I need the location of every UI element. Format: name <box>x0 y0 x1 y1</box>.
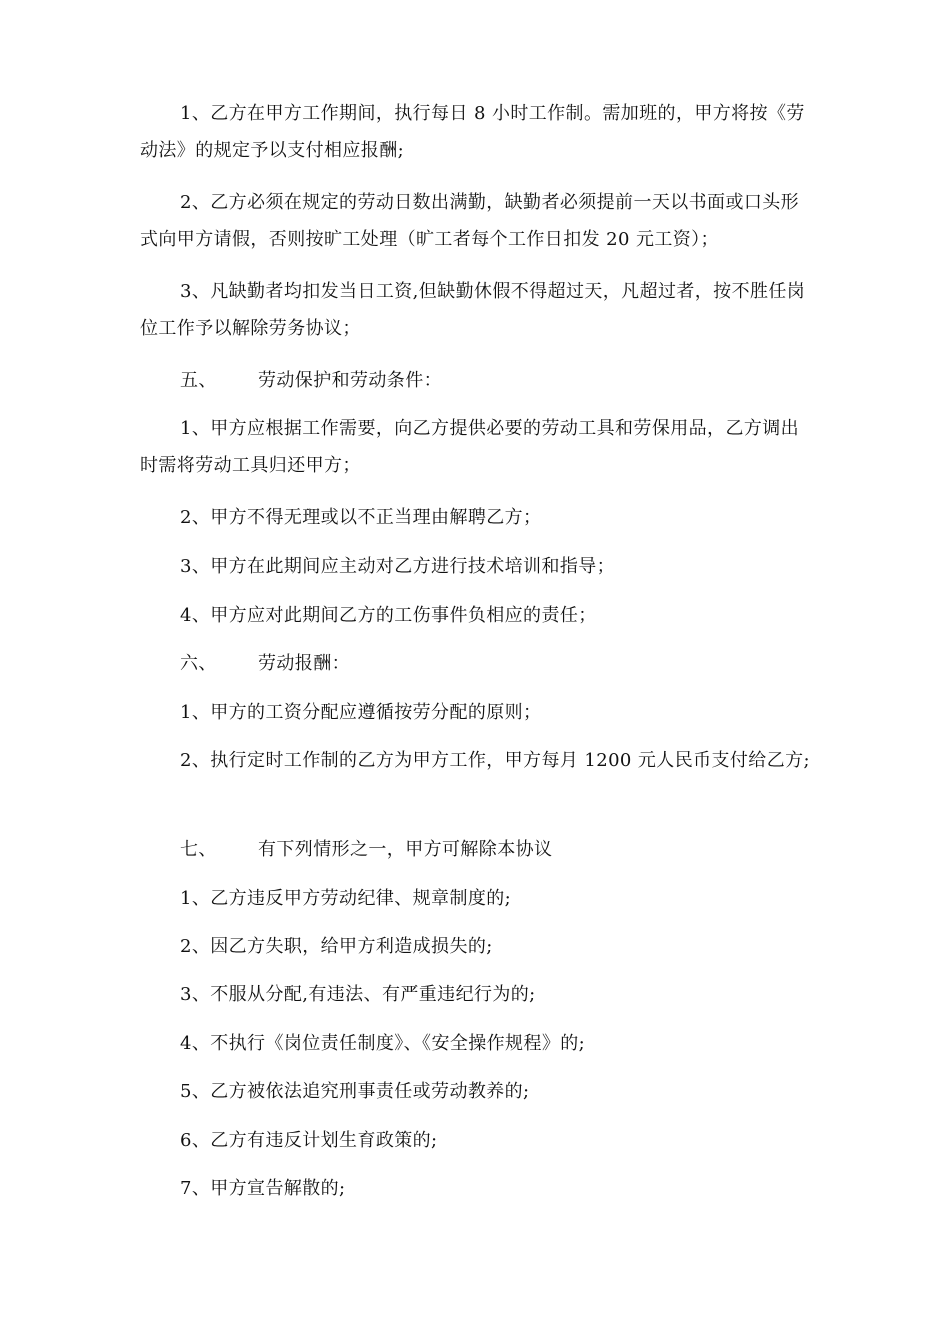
clause-6-2: 2、执行定时工作制的乙方为甲方工作，甲方每月 1200 元人民币支付给乙方; <box>180 750 810 771</box>
section-title: 有下列情形之一，甲方可解除本协议 <box>258 839 553 860</box>
clause-7-3: 3、不服从分配,有违法、有严重违纪行为的; <box>180 984 536 1005</box>
clause-5-1: 1、甲方应根据工作需要，向乙方提供必要的劳动工具和劳保用品，乙方调出 时需将劳动工具归还甲方； <box>140 418 800 476</box>
clause-4-3: 3、凡缺勤者均扣发当日工资,但缺勤休假不得超过天，凡超过者，按不胜任岗位工作予以解除劳务协议； <box>140 281 806 339</box>
section-title: 劳动报酬： <box>258 653 350 674</box>
clause-4-2: 2、乙方必须在规定的劳动日数出满勤，缺勤者必须提前一天以书面或口头形 式向甲方请假，否则按旷工处理（旷工者每个工作日扣发 20 元工资）； <box>140 192 800 250</box>
section-6-heading <box>180 645 350 682</box>
section-number: 六、 <box>180 653 217 674</box>
clause-7-1: 1、乙方违反甲方劳动纪律、规章制度的; <box>180 888 512 909</box>
section-number: 五、 <box>180 370 217 391</box>
clause-7-7: 7、甲方宣告解散的; <box>180 1178 346 1199</box>
clause-7-5: 5、乙方被依法追究刑事责任或劳动教养的; <box>180 1081 530 1102</box>
section-5-heading <box>180 362 442 399</box>
clause-5-2: 2、甲方不得无理或以不正当理由解聘乙方； <box>180 507 542 528</box>
section-number: 七、 <box>180 839 217 860</box>
section-7-heading <box>180 831 552 868</box>
clause-5-3: 3、甲方在此期间应主动对乙方进行技术培训和指导； <box>180 556 616 577</box>
clause-7-4: 4、不执行《岗位责任制度》、《安全操作规程》的; <box>180 1033 586 1054</box>
clause-7-6: 6、乙方有违反计划生育政策的; <box>180 1130 438 1151</box>
clause-7-2: 2、因乙方失职，给甲方利造成损失的; <box>180 936 493 957</box>
section-title: 劳动保护和劳动条件： <box>258 370 442 391</box>
clause-4-1: 1、乙方在甲方工作期间，执行每日 8 小时工作制。需加班的，甲方将按《劳 动法》的规定予以支付相应报酬; <box>140 103 805 161</box>
clause-6-1: 1、甲方的工资分配应遵循按劳分配的原则； <box>180 702 542 723</box>
clause-5-4: 4、甲方应对此期间乙方的工伤事件负相应的责任； <box>180 605 597 626</box>
